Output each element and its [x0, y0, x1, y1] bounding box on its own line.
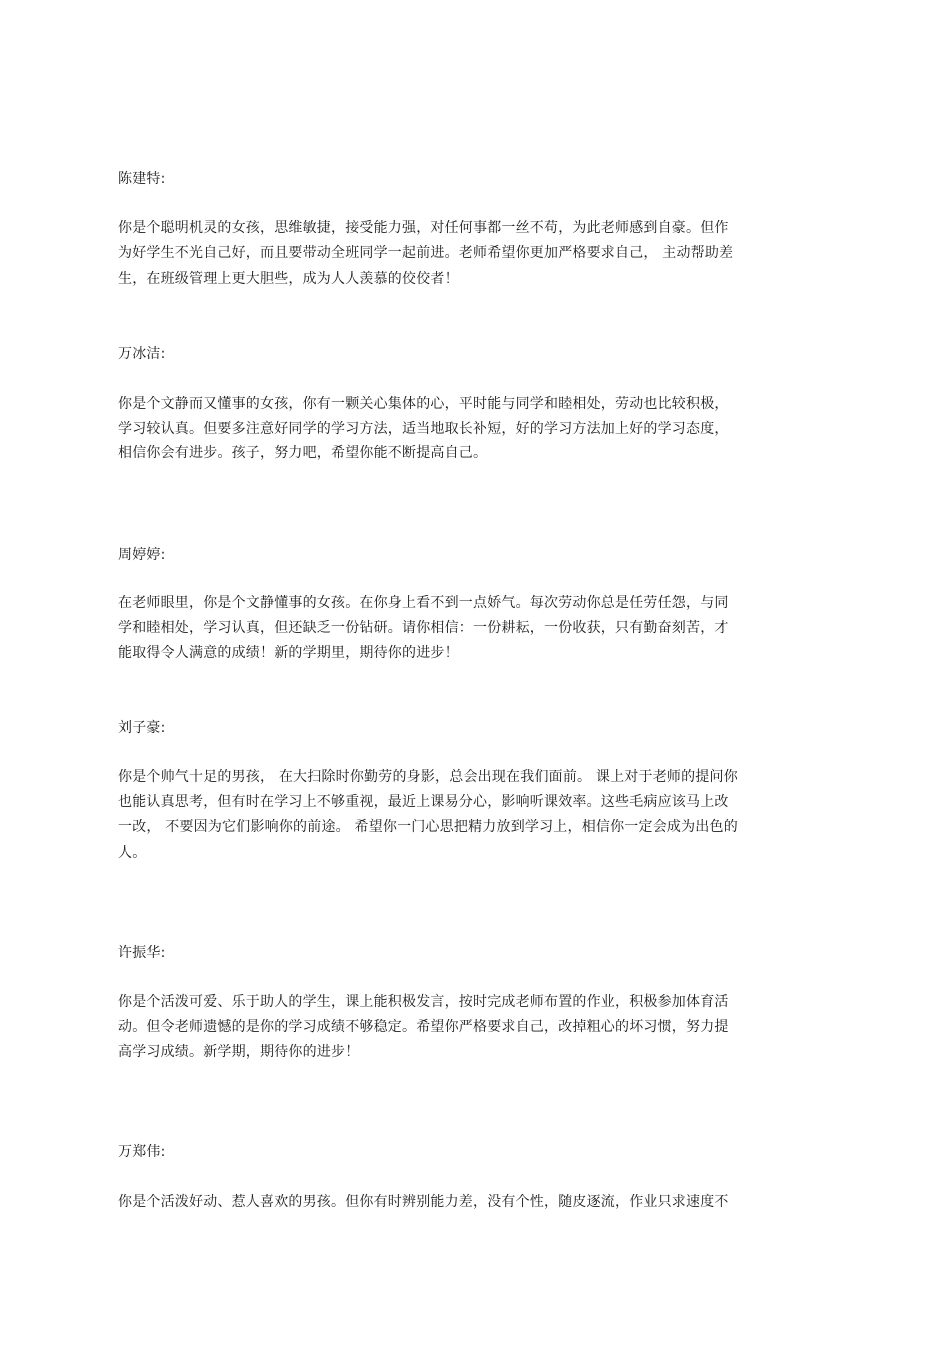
comment-line: 你是个帅气十足的男孩， 在大扫除时你勤劳的身影，总会出现在我们面前。 课上对于老师的提问你 — [118, 769, 738, 785]
comment-line: 为好学生不光自己好，而且要带动全班同学一起前进。老师希望你更加严格要求自己， 主动帮助差 — [118, 245, 734, 261]
student-name: 陈建特: — [118, 171, 166, 187]
comment-line: 生，在班级管理上更大胆些，成为人人羡慕的佼佼者！ — [118, 271, 459, 287]
comment-line: 在老师眼里，你是个文静懂事的女孩。在你身上看不到一点娇气。每次劳动你总是任劳任怨，与同 — [118, 595, 729, 611]
comment-line: 学习较认真。但要多注意好同学的学习方法，适当地取长补短，好的学习方法加上好的学习态度， — [118, 421, 729, 437]
student-name: 许振华: — [118, 945, 166, 961]
student-name: 万郑伟: — [118, 1144, 166, 1160]
comment-line: 也能认真思考，但有时在学习上不够重视，最近上课易分心，影响听课效率。这些毛病应该马上改 — [118, 794, 729, 810]
comment-line: 能取得令人满意的成绩！新的学期里，期待你的进步！ — [118, 645, 459, 661]
comment-line: 一改， 不要因为它们影响你的前途。 希望你一门心思把精力放到学习上，相信你一定会成为出色的 — [118, 819, 738, 835]
comment-line: 你是个文静而又懂事的女孩，你有一颗关心集体的心，平时能与同学和睦相处，劳动也比较积极， — [118, 396, 729, 412]
comment-line: 高学习成绩。新学期，期待你的进步！ — [118, 1044, 360, 1060]
comment-line: 人。 — [118, 845, 147, 861]
comment-line: 动。但令老师遗憾的是你的学习成绩不够稳定。希望你严格要求自己，改掉粗心的坏习惯，努力提 — [118, 1019, 729, 1035]
comment-line: 你是个活泼可爱、乐于助人的学生，课上能积极发言，按时完成老师布置的作业，积极参加体育活 — [118, 994, 729, 1010]
comment-line: 你是个聪明机灵的女孩，思维敏捷，接受能力强，对任何事都一丝不苟，为此老师感到自豪。但作 — [118, 220, 729, 236]
comment-line: 学和睦相处，学习认真，但还缺乏一份钻研。请你相信：一份耕耘，一份收获，只有勤奋刻苦，才 — [118, 620, 729, 636]
student-name: 周婷婷: — [118, 547, 166, 563]
student-name: 刘子豪: — [118, 720, 166, 736]
comment-line: 你是个活泼好动、惹人喜欢的男孩。但你有时辨别能力差，没有个性，随皮逐流，作业只求速度不 — [118, 1194, 729, 1210]
comment-line: 相信你会有进步。孩子，努力吧，希望你能不断提高自己。 — [118, 445, 488, 461]
student-name: 万冰洁: — [118, 346, 166, 362]
